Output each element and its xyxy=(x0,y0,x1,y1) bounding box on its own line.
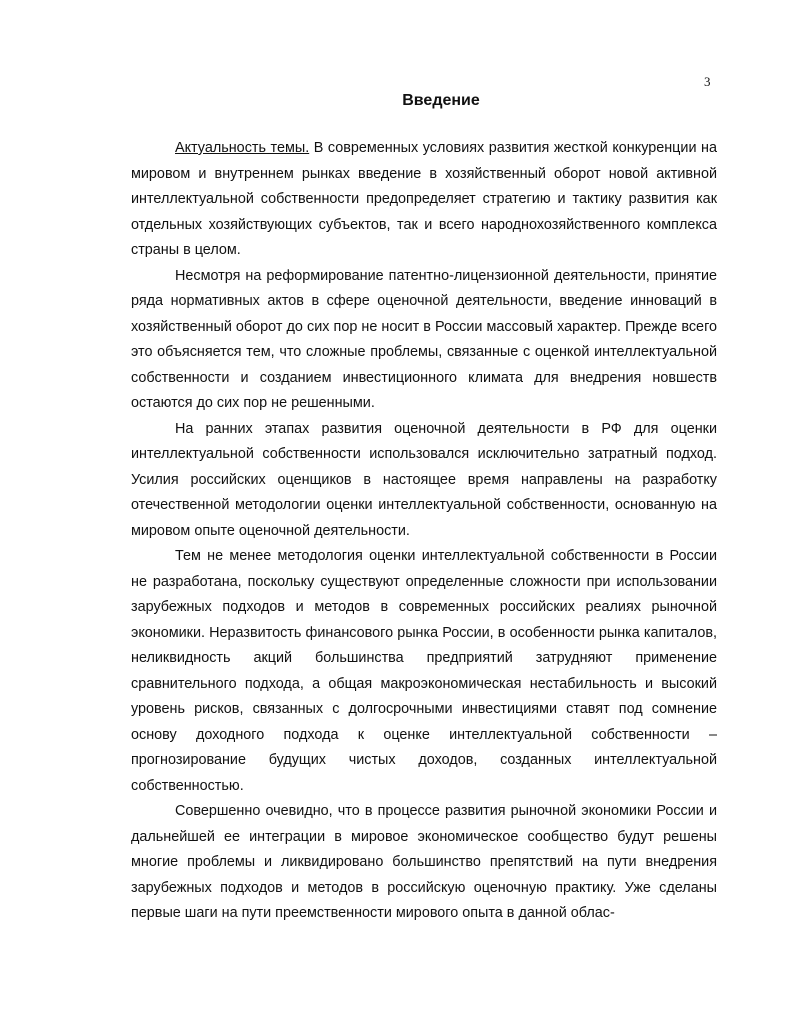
paragraph-relevance xyxy=(131,136,717,264)
document-body xyxy=(131,136,717,927)
paragraph: На ранних этапах развития оценочной деятельности в РФ для оценки интеллектуальной собственности использовался исключительно затратный подход. Усилия российских оценщиков в настоящее время направлены на разработку отечественной методологии оценки интеллектуальной собственности, основанную на мировом опыте оценочной деятельности. xyxy=(131,420,717,539)
page-number: 3 xyxy=(704,74,711,89)
paragraph: Тем не менее методология оценки интеллектуальной собственности в России не разработана, поскольку существуют определенные сложности при использовании зарубежных подходов и методов в современных российских реалиях рыночной экономики. Неразвитость финансового рынка России, в особенности рынка капиталов, неликвидность акций большинства предприятий затрудняют применение сравнительного подхода, а общая макроэкономическая нестабильность и высокий уровень рисков, связанных с долгосрочными инвестициями ставят под сомнение основу доходного подхода к оценке интеллектуальной собственности – прогнозирование будущих чистых доходов, созданных интеллектуальной собственностью. xyxy=(131,548,717,794)
paragraph-text: В современных условиях развития жесткой конкуренции на мировом и внутреннем рынках введение в хозяйственный оборот новой активной интеллектуальной собственности предопределяет стратегию и тактику развития как отдельных хозяйствующих субъектов, так и всего народнохозяйственного комплекса страны в целом. xyxy=(131,140,717,258)
relevance-heading: Актуальность темы. xyxy=(175,140,310,156)
paragraph: Несмотря на реформирование патентно-лицензионной деятельности, принятие ряда нормативных актов в сфере оценочной деятельности, введение инноваций в хозяйственный оборот до сих пор не носит в России массовый характер. Прежде всего это объясняется тем, что сложные проблемы, связанные с оценкой интеллектуальной собственности и созданием инвестиционного климата для внедрения новшеств остаются до сих пор не решенными. xyxy=(131,267,717,411)
page-title: Введение xyxy=(402,92,480,109)
paragraph: Совершенно очевидно, что в процессе развития рыночной экономики России и дальнейшей ее интеграции в мировое экономическое сообщество будут решены многие проблемы и ликвидировано большинство препятствий на пути внедрения зарубежных подходов и методов в российскую оценочную практику. Уже сделаны первые шаги на пути преемственности мирового опыта в данной облас- xyxy=(131,803,717,921)
